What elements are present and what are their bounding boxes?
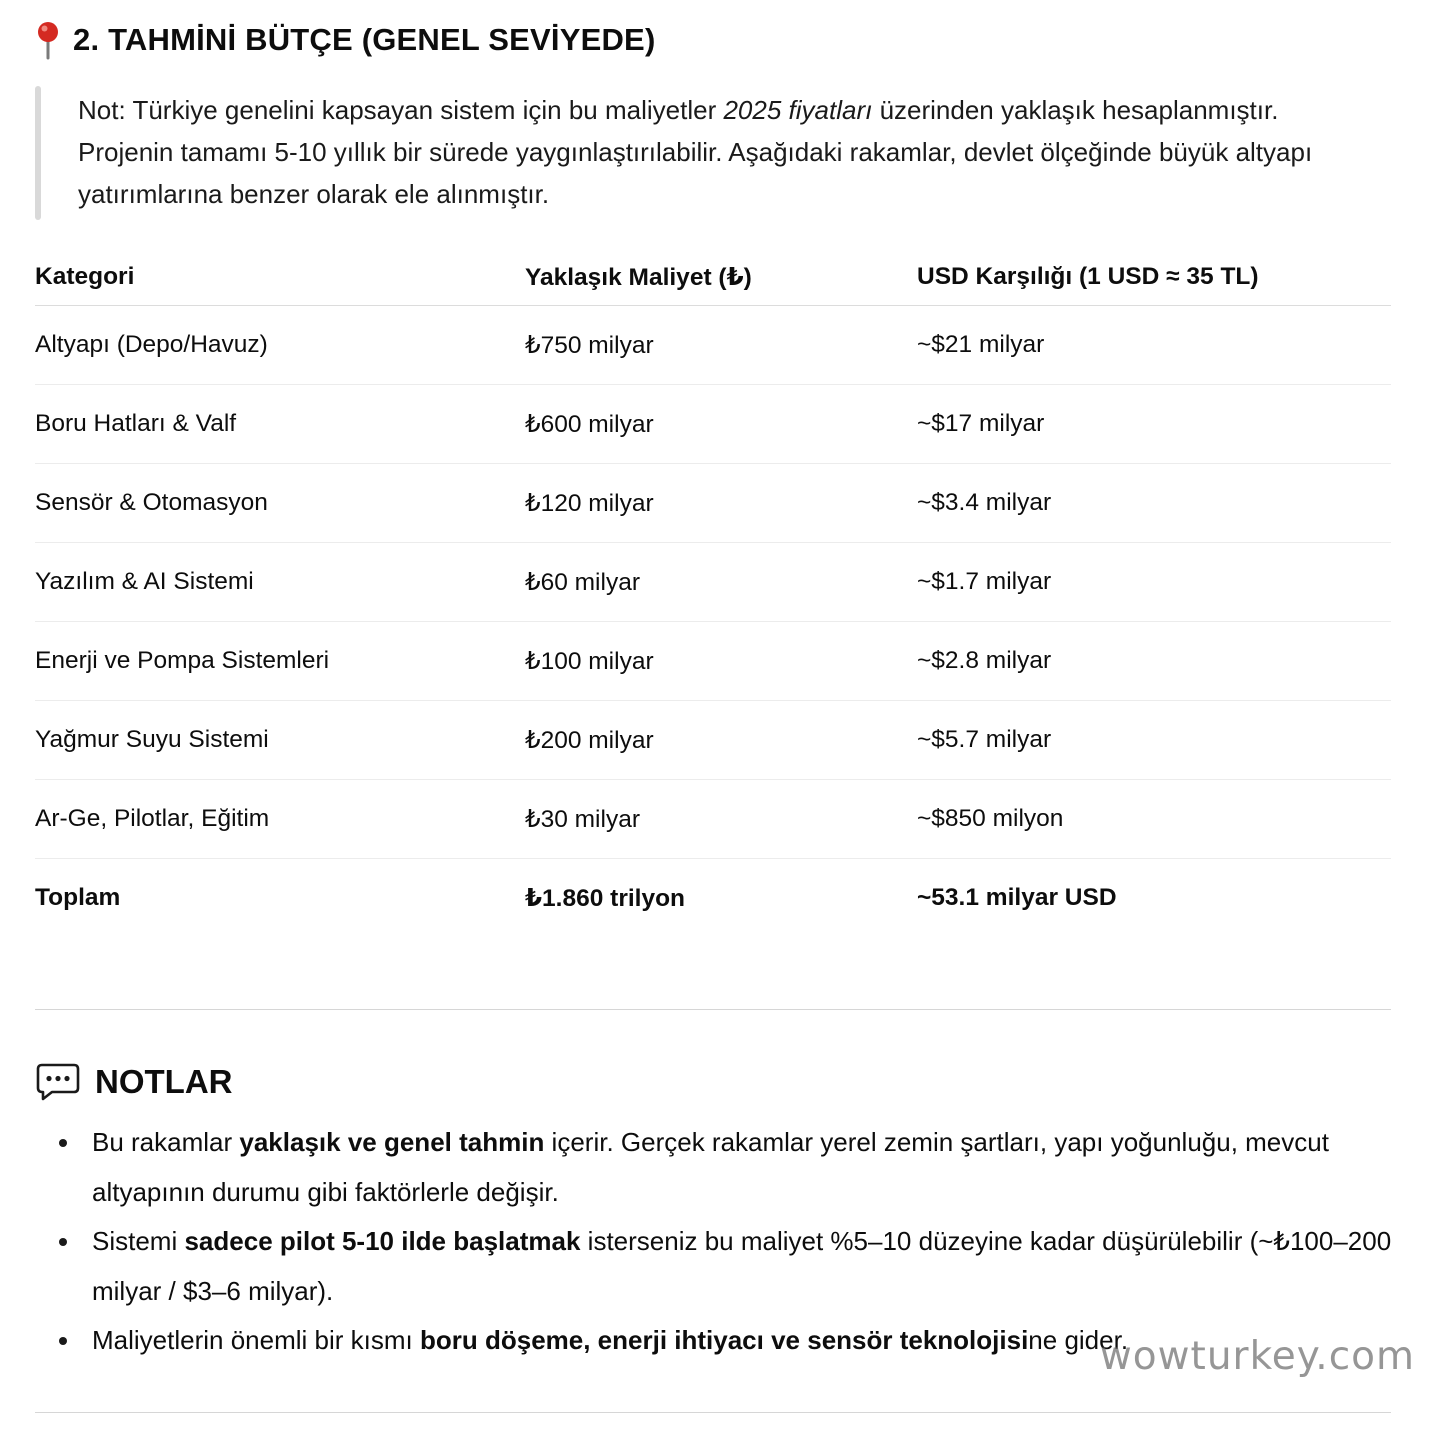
- round-pushpin-icon: [35, 20, 61, 60]
- header-cost-try: Yaklaşık Maliyet (₺): [525, 248, 917, 306]
- row-cost-usd: ~$5.7 milyar: [917, 701, 1391, 780]
- row-cost-usd: ~$21 milyar: [917, 306, 1391, 385]
- row-cost-try: ₺120 milyar: [525, 464, 917, 543]
- total-cost-usd: ~53.1 milyar USD: [917, 884, 1117, 911]
- notes-title: [35, 1062, 232, 1102]
- row-cost-usd: ~$17 milyar: [917, 385, 1391, 464]
- note-item-text: içerir. Gerçek rakamlar yerel zemin şartları, yapı yoğunluğu, mevcut altyapının durumu gibi faktörlerle değişir.: [92, 1127, 1329, 1207]
- table-row: [35, 306, 1391, 385]
- note-item-bold: yaklaşık ve genel tahmin: [239, 1127, 545, 1157]
- note-text: [78, 89, 1378, 215]
- section-title: [35, 20, 655, 60]
- row-cost-try: ₺600 milyar: [525, 385, 917, 464]
- note-item-bold: boru döşeme, enerji ihtiyacı ve sensör teknolojisi: [419, 1325, 1029, 1355]
- header-cost-usd: USD Karşılığı (1 USD ≈ 35 TL): [917, 248, 1391, 306]
- speech-bubble-icon: [35, 1062, 81, 1102]
- table-row: [35, 780, 1391, 859]
- note-item-text: Bu rakamlar: [92, 1127, 240, 1157]
- bottom-divider: [35, 1412, 1391, 1413]
- row-category: Altyapı (Depo/Havuz): [35, 306, 525, 385]
- table-total-row: [35, 859, 1391, 938]
- row-cost-try: ₺30 milyar: [525, 780, 917, 859]
- note-item-text: isterseniz bu maliyet %5–10 düzeyine kadar düşürülebilir (~₺100–200 milyar / $3–6 milyar).: [92, 1226, 1392, 1306]
- table-row: [35, 464, 1391, 543]
- note-text-start: Not: Türkiye genelini kapsayan sistem için bu maliyetler: [78, 95, 724, 125]
- list-item: [92, 1118, 1392, 1217]
- watermark: wowturkey.com: [1099, 1334, 1415, 1379]
- row-cost-usd: ~$2.8 milyar: [917, 622, 1391, 701]
- note-item-text: Maliyetlerin önemli bir kısmı: [92, 1325, 420, 1355]
- total-label: Toplam: [35, 884, 121, 911]
- row-category: Ar-Ge, Pilotlar, Eğitim: [35, 780, 525, 859]
- budget-table: [35, 248, 1391, 937]
- row-category: Enerji ve Pompa Sistemleri: [35, 622, 525, 701]
- row-category: Yazılım & AI Sistemi: [35, 543, 525, 622]
- total-cost-try: ₺1.860 trilyon: [525, 885, 686, 912]
- row-cost-try: ₺200 milyar: [525, 701, 917, 780]
- section-divider: [35, 1009, 1391, 1010]
- note-item-text: ne gider.: [1028, 1325, 1129, 1355]
- table-row: [35, 385, 1391, 464]
- table-row: [35, 701, 1391, 780]
- note-item-bold: sadece pilot 5-10 ilde başlatmak: [184, 1226, 581, 1256]
- row-category: Sensör & Otomasyon: [35, 464, 525, 543]
- row-cost-try: ₺100 milyar: [525, 622, 917, 701]
- row-cost-usd: ~$3.4 milyar: [917, 464, 1391, 543]
- row-cost-usd: ~$1.7 milyar: [917, 543, 1391, 622]
- row-cost-try: ₺60 milyar: [525, 543, 917, 622]
- note-text-emphasis: 2025 fiyatları: [723, 95, 873, 125]
- note-text-end: üzerinden yaklaşık hesaplanmıştır. Projenin tamamı 5-10 yıllık bir sürede yaygınlaştırılabilir. Aşağıdaki rakamlar, devlet ölçeğinde büyük altyapı yatırımlarına benzer olarak ele alınmıştır.: [78, 95, 1313, 209]
- table-row: [35, 622, 1391, 701]
- section-title-text: 2. TAHMİNİ BÜTÇE (GENEL SEVİYEDE): [73, 22, 656, 57]
- header-category: Kategori: [35, 248, 525, 306]
- table-header-row: [35, 248, 1391, 306]
- table-row: [35, 543, 1391, 622]
- blockquote-bar: [35, 86, 41, 220]
- row-category: Boru Hatları & Valf: [35, 385, 525, 464]
- notes-title-text: NOTLAR: [95, 1063, 233, 1100]
- list-item: [92, 1217, 1392, 1316]
- row-cost-try: ₺750 milyar: [525, 306, 917, 385]
- row-cost-usd: ~$850 milyon: [917, 780, 1391, 859]
- note-item-text: Sistemi: [92, 1226, 185, 1256]
- row-category: Yağmur Suyu Sistemi: [35, 701, 525, 780]
- note-blockquote: [35, 86, 1391, 220]
- notes-list: [35, 1118, 1392, 1366]
